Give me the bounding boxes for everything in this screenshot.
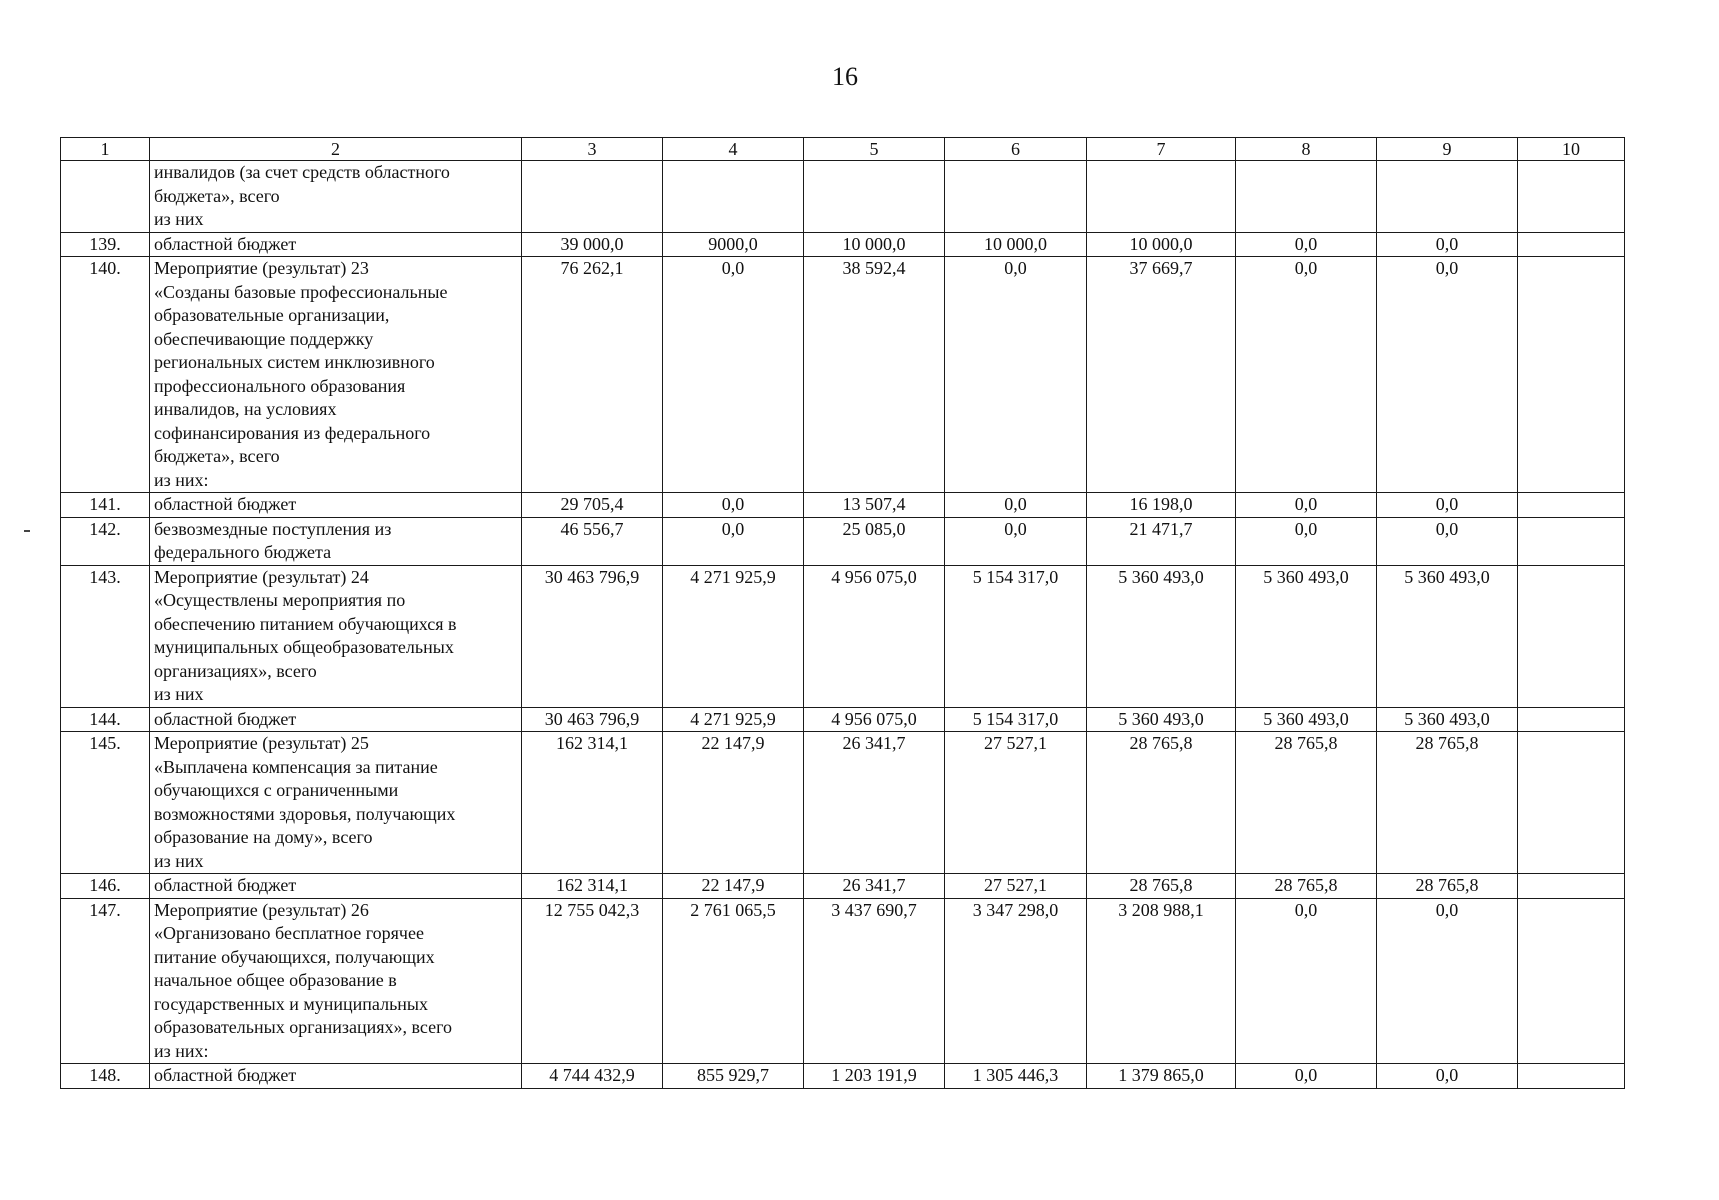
value-cell-col-5: 1 203 191,9 xyxy=(804,1064,945,1089)
column-header-row xyxy=(61,138,1625,161)
value-cell-col-5: 25 085,0 xyxy=(804,517,945,565)
column-header-2: 2 xyxy=(150,138,522,161)
value-cell-col-10 xyxy=(1518,898,1625,1064)
value-cell-col-4: 4 271 925,9 xyxy=(663,565,804,707)
value-cell-col-6 xyxy=(945,161,1087,233)
description-line: из них: xyxy=(154,1040,209,1061)
value-cell-col-5: 13 507,4 xyxy=(804,493,945,518)
value-cell-col-10 xyxy=(1518,874,1625,899)
value-cell-col-9: 28 765,8 xyxy=(1377,874,1518,899)
value-cell-col-7: 28 765,8 xyxy=(1087,732,1236,874)
description-line: областной бюджет xyxy=(154,1065,297,1085)
description-line: обеспечивающие поддержку xyxy=(154,328,374,349)
row-description xyxy=(150,517,522,565)
description-line: «Организовано бесплатное горячее xyxy=(154,923,424,943)
value-cell-col-5: 26 341,7 xyxy=(804,732,945,874)
value-cell-col-8: 0,0 xyxy=(1236,257,1377,493)
row-number: 140. xyxy=(61,257,150,493)
value-cell-col-5: 3 437 690,7 xyxy=(804,898,945,1064)
description-line: областной бюджет xyxy=(154,875,297,895)
value-cell-col-4: 22 147,9 xyxy=(663,874,804,899)
description-line: питание обучающихся, получающих xyxy=(154,946,435,967)
description-line: Мероприятие (результат) 26 xyxy=(154,899,369,920)
description-line: «Выплачена компенсация за питание xyxy=(154,756,438,777)
description-line: из них: xyxy=(154,469,209,490)
description-line: областной бюджет xyxy=(154,494,297,514)
table-row xyxy=(61,493,1625,518)
description-line: из них xyxy=(154,209,204,229)
value-cell-col-6: 1 305 446,3 xyxy=(945,1064,1087,1089)
value-cell-col-4: 9000,0 xyxy=(663,232,804,257)
value-cell-col-8: 0,0 xyxy=(1236,898,1377,1064)
value-cell-col-8: 0,0 xyxy=(1236,493,1377,518)
description-line: бюджета», всего xyxy=(154,185,280,206)
value-cell-col-7: 37 669,7 xyxy=(1087,257,1236,493)
value-cell-col-3: 29 705,4 xyxy=(522,493,663,518)
description-line: инвалидов, на условиях xyxy=(154,399,337,419)
value-cell-col-8: 0,0 xyxy=(1236,1064,1377,1089)
value-cell-col-7: 5 360 493,0 xyxy=(1087,707,1236,732)
table-row xyxy=(61,1064,1625,1089)
value-cell-col-9: 28 765,8 xyxy=(1377,732,1518,874)
row-description xyxy=(150,257,522,493)
value-cell-col-4: 4 271 925,9 xyxy=(663,707,804,732)
row-description xyxy=(150,874,522,899)
value-cell-col-5: 4 956 075,0 xyxy=(804,565,945,707)
value-cell-col-4: 0,0 xyxy=(663,257,804,493)
value-cell-col-9: 0,0 xyxy=(1377,1064,1518,1089)
value-cell-col-3: 4 744 432,9 xyxy=(522,1064,663,1089)
value-cell-col-10 xyxy=(1518,517,1625,565)
page-number: 16 xyxy=(832,62,858,91)
value-cell-col-4: 2 761 065,5 xyxy=(663,898,804,1064)
row-description xyxy=(150,565,522,707)
value-cell-col-9: 0,0 xyxy=(1377,517,1518,565)
value-cell-col-9: 5 360 493,0 xyxy=(1377,565,1518,707)
value-cell-col-8: 0,0 xyxy=(1236,232,1377,257)
table-row xyxy=(61,257,1625,493)
value-cell-col-4: 855 929,7 xyxy=(663,1064,804,1089)
value-cell-col-7: 10 000,0 xyxy=(1087,232,1236,257)
description-line: «Осуществлены мероприятия по xyxy=(154,590,406,610)
value-cell-col-3: 39 000,0 xyxy=(522,232,663,257)
description-line: из них xyxy=(154,684,204,704)
description-line: образование на дому», всего xyxy=(154,827,373,847)
value-cell-col-10 xyxy=(1518,493,1625,518)
description-line: региональных систем инклюзивного xyxy=(154,352,435,372)
value-cell-col-5: 26 341,7 xyxy=(804,874,945,899)
value-cell-col-6: 5 154 317,0 xyxy=(945,707,1087,732)
value-cell-col-3 xyxy=(522,161,663,233)
value-cell-col-6: 27 527,1 xyxy=(945,732,1087,874)
value-cell-col-3: 162 314,1 xyxy=(522,732,663,874)
value-cell-col-5 xyxy=(804,161,945,233)
value-cell-col-10 xyxy=(1518,732,1625,874)
description-line: обучающихся с ограниченными xyxy=(154,780,399,800)
value-cell-col-9: 5 360 493,0 xyxy=(1377,707,1518,732)
description-line: Мероприятие (результат) 25 xyxy=(154,733,369,753)
value-cell-col-6: 0,0 xyxy=(945,517,1087,565)
column-header-8: 8 xyxy=(1236,138,1377,161)
value-cell-col-7: 5 360 493,0 xyxy=(1087,565,1236,707)
value-cell-col-8: 5 360 493,0 xyxy=(1236,565,1377,707)
value-cell-col-6: 3 347 298,0 xyxy=(945,898,1087,1064)
value-cell-col-7: 28 765,8 xyxy=(1087,874,1236,899)
value-cell-col-7: 21 471,7 xyxy=(1087,517,1236,565)
value-cell-col-9 xyxy=(1377,161,1518,233)
row-description xyxy=(150,732,522,874)
table-row xyxy=(61,898,1625,1064)
value-cell-col-6: 10 000,0 xyxy=(945,232,1087,257)
value-cell-col-7: 3 208 988,1 xyxy=(1087,898,1236,1064)
column-header-1: 1 xyxy=(61,138,150,161)
value-cell-col-7 xyxy=(1087,161,1236,233)
value-cell-col-9: 0,0 xyxy=(1377,898,1518,1064)
table-row xyxy=(61,732,1625,874)
value-cell-col-5: 4 956 075,0 xyxy=(804,707,945,732)
value-cell-col-8: 28 765,8 xyxy=(1236,732,1377,874)
description-line: образовательные организации, xyxy=(154,305,390,325)
value-cell-col-4: 0,0 xyxy=(663,493,804,518)
value-cell-col-6: 5 154 317,0 xyxy=(945,565,1087,707)
value-cell-col-8: 28 765,8 xyxy=(1236,874,1377,899)
description-line: профессионального образования xyxy=(154,375,406,396)
value-cell-col-4: 22 147,9 xyxy=(663,732,804,874)
value-cell-col-8 xyxy=(1236,161,1377,233)
description-line: начальное общее образование в xyxy=(154,970,397,990)
column-header-10: 10 xyxy=(1518,138,1625,161)
description-line: областной бюджет xyxy=(154,708,297,729)
value-cell-col-6: 27 527,1 xyxy=(945,874,1087,899)
column-header-6: 6 xyxy=(945,138,1087,161)
table-row xyxy=(61,707,1625,732)
column-header-3: 3 xyxy=(522,138,663,161)
value-cell-col-9: 0,0 xyxy=(1377,232,1518,257)
value-cell-col-6: 0,0 xyxy=(945,493,1087,518)
value-cell-col-10 xyxy=(1518,707,1625,732)
description-line: обеспечению питанием обучающихся в xyxy=(154,613,457,634)
description-line: государственных и муниципальных xyxy=(154,993,428,1014)
value-cell-col-3: 46 556,7 xyxy=(522,517,663,565)
value-cell-col-7: 16 198,0 xyxy=(1087,493,1236,518)
description-line: «Созданы базовые профессиональные xyxy=(154,281,448,302)
description-line: областной бюджет xyxy=(154,233,297,254)
table-row xyxy=(61,161,1625,233)
value-cell-col-7: 1 379 865,0 xyxy=(1087,1064,1236,1089)
table-row xyxy=(61,517,1625,565)
row-number xyxy=(61,161,150,233)
row-number: 139. xyxy=(61,232,150,257)
budget-table xyxy=(60,137,1625,1089)
row-number: 141. xyxy=(61,493,150,518)
row-number: 146. xyxy=(61,874,150,899)
value-cell-col-10 xyxy=(1518,565,1625,707)
row-number: 144. xyxy=(61,707,150,732)
table-row xyxy=(61,874,1625,899)
scan-mark xyxy=(24,530,30,532)
row-number: 145. xyxy=(61,732,150,874)
description-line: возможностями здоровья, получающих xyxy=(154,803,456,824)
row-description xyxy=(150,232,522,257)
row-number: 147. xyxy=(61,898,150,1064)
column-header-7: 7 xyxy=(1087,138,1236,161)
row-description xyxy=(150,898,522,1064)
description-line: Мероприятие (результат) 23 xyxy=(154,258,369,278)
row-number: 148. xyxy=(61,1064,150,1089)
value-cell-col-9: 0,0 xyxy=(1377,493,1518,518)
value-cell-col-3: 12 755 042,3 xyxy=(522,898,663,1064)
value-cell-col-5: 38 592,4 xyxy=(804,257,945,493)
description-line: бюджета», всего xyxy=(154,446,280,466)
value-cell-col-8: 0,0 xyxy=(1236,517,1377,565)
value-cell-col-4 xyxy=(663,161,804,233)
row-number: 143. xyxy=(61,565,150,707)
value-cell-col-3: 30 463 796,9 xyxy=(522,707,663,732)
table-body xyxy=(61,161,1625,1089)
description-line: Мероприятие (результат) 24 xyxy=(154,566,369,587)
description-line: из них xyxy=(154,850,204,871)
row-description xyxy=(150,1064,522,1089)
row-description xyxy=(150,161,522,233)
description-line: организациях», всего xyxy=(154,660,317,681)
description-line: муниципальных общеобразовательных xyxy=(154,637,454,657)
description-line: софинансирования из федерального xyxy=(154,422,431,443)
value-cell-col-10 xyxy=(1518,161,1625,233)
column-header-5: 5 xyxy=(804,138,945,161)
column-header-9: 9 xyxy=(1377,138,1518,161)
value-cell-col-10 xyxy=(1518,232,1625,257)
row-number: 142. xyxy=(61,517,150,565)
value-cell-col-10 xyxy=(1518,1064,1625,1089)
value-cell-col-5: 10 000,0 xyxy=(804,232,945,257)
value-cell-col-10 xyxy=(1518,257,1625,493)
description-line: образовательных организациях», всего xyxy=(154,1017,453,1037)
table-row xyxy=(61,565,1625,707)
value-cell-col-3: 162 314,1 xyxy=(522,874,663,899)
value-cell-col-6: 0,0 xyxy=(945,257,1087,493)
value-cell-col-4: 0,0 xyxy=(663,517,804,565)
value-cell-col-9: 0,0 xyxy=(1377,257,1518,493)
row-description xyxy=(150,493,522,518)
description-line: инвалидов (за счет средств областного xyxy=(154,162,450,182)
description-line: федерального бюджета xyxy=(154,542,332,562)
value-cell-col-3: 30 463 796,9 xyxy=(522,565,663,707)
value-cell-col-3: 76 262,1 xyxy=(522,257,663,493)
value-cell-col-8: 5 360 493,0 xyxy=(1236,707,1377,732)
table-row xyxy=(61,232,1625,257)
row-description xyxy=(150,707,522,732)
column-header-4: 4 xyxy=(663,138,804,161)
description-line: безвозмездные поступления из xyxy=(154,518,392,539)
